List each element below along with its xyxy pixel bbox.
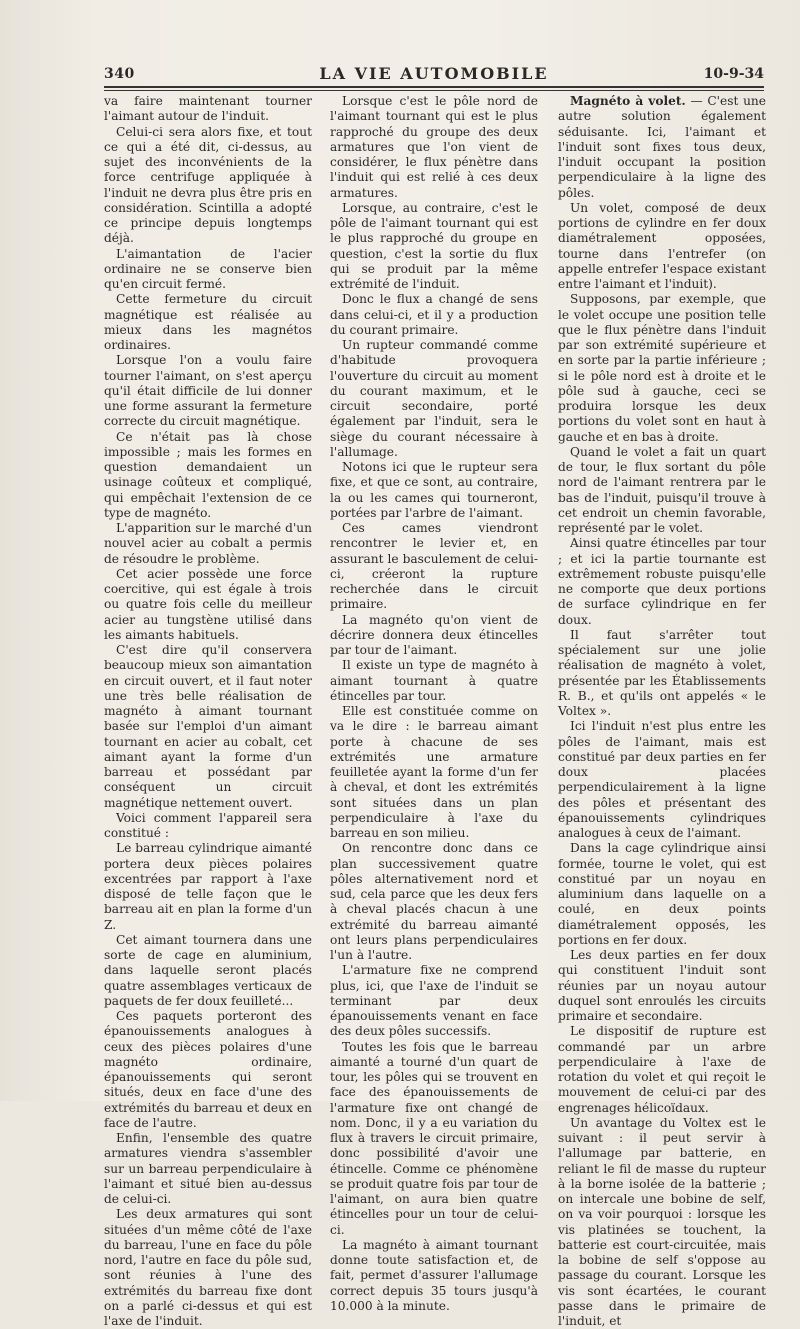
paragraph: Notons ici que le rupteur sera fixe, et que ce sont, au contraire, la ou les cames qui tourneront, portées par l'arbre de l'aimant. [330,460,538,520]
paragraph: Dans la cage cylindrique ainsi formée, tourne le volet, qui est constitué par un noyau en aluminium dans laquelle on a coulé, en deux points diamétralement opposés, les portions en fer doux. [558,841,766,947]
paragraph: Lorsque l'on a voulu faire tourner l'aimant, on s'est aperçu qu'il était difficile de lui donner une forme assurant la fermeture correcte du circuit magnétique. [104,353,312,429]
paragraph: Enfin, l'ensemble des quatre armatures viendra s'assembler sur un barreau perpendiculaire à l'aimant et situé bien au-dessus de celui-ci. [104,1131,312,1206]
paragraph: Toutes les fois que le barreau aimanté a tourné d'un quart de tour, les pôles qui se trouvent en face des épanouissements de l'armature fixe ont changé de nom. Donc, il y a eu variation du flux à travers le circuit primaire, donc possibilité d'avoir une étincelle. Comme ce phénomène se produit quatre fois par tour de l'aimant, on aura bien quatre étincelles pour un tour de celui-ci. [330,1039,538,1237]
paragraph: La magnéto qu'on vient de décrire donnera deux étincelles par tour de l'aimant. [330,612,538,657]
paragraph: Un volet, composé de deux portions de cylindre en fer doux diamétralement opposées, tourne dans l'entrefer (on appelle entrefer l'espace existant entre l'aimant et l'induit). [558,200,766,291]
text-column-3 [558,94,766,1329]
paragraph: Ici l'induit n'est plus entre les pôles de l'aimant, mais est constitué par deux parties en fer doux placées perpendiculairement à la ligne des pôles et présentant des épanouissements cylindriques analogues à ceux de l'aimant. [558,719,766,840]
paragraph: Supposons, par exemple, que le volet occupe une position telle que le flux pénètre dans l'induit par son extrémité supérieure et en sorte par la partie inférieure ; si le pôle nord est à droite et le pôle sud à gauche, ceci se produira lorsque les deux portions du volet sont en haut à gauche et en bas à droite. [558,292,766,444]
text-column-2 [330,94,538,1314]
paragraph: Ainsi quatre étincelles par tour ; et ici la partie tournante est extrêmement robuste puisqu'elle ne comporte que deux portions de surface cylindrique en fer doux. [558,536,766,627]
paragraph: Un avantage du Voltex est le suivant : il peut servir à l'allumage par batterie, en reliant le fil de masse du rupteur à la borne isolée de la batterie ; on intercale une bobine de self, on va voir pourquoi : lorsque les vis platinées se touchent, la batterie est court-circuitée, mais la bobine de self s'oppose au passage du courant. Lorsque les vis sont écartées, le courant passe dans le primaire de l'induit, et [558,1115,766,1328]
paragraph: Celui-ci sera alors fixe, et tout ce qui a été dit, ci-dessus, au sujet des inconvénients de la force centrifuge appliquée à l'induit ne devra plus être pris en considération. Scintilla a adopté ce principe depuis longtemps déjà. [104,124,312,246]
paragraph: Ces paquets porteront des épanouissements analogues à ceux des pièces polaires d'une magnéto ordinaire, épanouissements qui seront situés, deux en face d'une des extrémités du barreau et deux en face de l'autre. [104,1009,312,1130]
paragraph: Cet aimant tournera dans une sorte de cage en aluminium, dans laquelle seront placés quatre assemblages verticaux de paquets de fer doux feuilleté... [104,932,312,1008]
paragraph: Il faut s'arrêter tout spécialement sur une jolie réalisation de magnéto à volet, présentée par les Établissements R. B., et qu'ils ont appelés « le Voltex ». [558,627,766,718]
paragraph: Le dispositif de rupture est commandé par un arbre perpendiculaire à l'axe de rotation du volet et qui reçoit le mouvement de celui-ci par des engrenages hélicoïdaux. [558,1024,766,1115]
section-heading: Magnéto à volet. [570,94,686,108]
paragraph: L'apparition sur le marché d'un nouvel acier au cobalt a permis de résoudre le problème. [104,521,312,566]
paragraph: Le barreau cylindrique aimanté portera deux pièces polaires excentrées par rapport à l'axe disposé de telle façon que le barreau ait en plan la forme d'un Z. [104,841,312,932]
journal-title: LA VIE AUTOMOBILE [319,64,549,83]
text-column-1 [104,94,312,1329]
paragraph: Quand le volet a fait un quart de tour, le flux sortant du pôle nord de l'aimant rentrera par le bas de l'induit, puisqu'il trouve à cet endroit un chemin favorable, représenté par le volet. [558,444,766,535]
paragraph: Ces cames viendront rencontrer le levier et, en assurant le basculement de celui-ci, créeront la rupture recherchée dans le circuit primaire. [330,521,538,612]
paragraph-text: — C'est une autre solution également séduisante. Ici, l'aimant et l'induit sont fixes tous deux, l'induit occupant la position perpendiculaire à la ligne des pôles. [558,94,766,200]
paragraph: Voici comment l'appareil sera constitué : [104,810,312,840]
paragraph: Elle est constituée comme on va le dire : le barreau aimant porte à chacune de ses extrémités une armature feuilletée ayant la forme d'un fer à cheval, et dont les extrémités sont situées dans un plan perpendiculaire à l'axe du barreau en son milieu. [330,704,538,840]
paragraph: Ce n'était pas là chose impossible ; mais les formes en question demandaient un usinage coûteux et compliqué, qui empêchait l'extension de ce type de magnéto. [104,429,312,520]
paragraph: Il existe un type de magnéto à aimant tournant à quatre étincelles par tour. [330,658,538,703]
page-header [104,62,764,84]
paragraph: On rencontre donc dans ce plan successivement quatre pôles alternativement nord et sud, cela parce que les deux fers à cheval placés chacun à une extrémité du barreau aimanté ont leurs plans perpendiculaires l'un à l'autre. [330,841,538,962]
paragraph: va faire maintenant tourner l'aimant autour de l'induit. [104,94,312,124]
paragraph: L'aimantation de l'acier ordinaire ne se conserve bien qu'en circuit fermé. [104,246,312,291]
paragraph: Cette fermeture du circuit magnétique est réalisée au mieux dans les magnétos ordinaires. [104,292,312,352]
paragraph: Lorsque, au contraire, c'est le pôle de l'aimant tournant qui est le plus rapproché du groupe en question, c'est la sortie du flux qui se produit par la même extrémité de l'induit. [330,200,538,291]
paragraph [558,94,766,201]
page-number: 340 [104,66,135,82]
issue-date: 10-9-34 [703,66,764,82]
paragraph: L'armature fixe ne comprend plus, ici, que l'axe de l'induit se terminant par deux épanouissements venant en face des deux pôles successifs. [330,963,538,1039]
paragraph: Donc le flux a changé de sens dans celui-ci, et il y a production du courant primaire. [330,292,538,337]
paragraph: Les deux parties en fer doux qui constituent l'induit sont réunies par un noyau autour duquel sont enroulés les circuits primaire et secondaire. [558,948,766,1023]
paragraph: Les deux armatures qui sont situées d'un même côté de l'axe du barreau, l'une en face du pôle nord, l'autre en face du pôle sud, sont réunies à l'une des extrémités du barreau fixe dont on a parlé ci-dessus et qui est l'axe de l'induit. [104,1207,312,1328]
paragraph: C'est dire qu'il conservera beaucoup mieux son aimantation en circuit ouvert, et il faut noter une très belle réalisation de magnéto à aimant tournant basée sur l'emploi d'un aimant tournant en acier au cobalt, cet aimant ayant la forme d'un barreau et possédant par conséquent un circuit magnétique nettement ouvert. [104,643,312,810]
header-rule [104,86,764,88]
paragraph: Cet acier possède une force coercitive, qui est égale à trois ou quatre fois celle du meilleur acier au tungstène utilisé dans les aimants habituels. [104,566,312,642]
paragraph: La magnéto à aimant tournant donne toute satisfaction et, de fait, permet d'assurer l'allumage correct depuis 35 tours jusqu'à 10.000 à la minute. [330,1237,538,1313]
paragraph: Un rupteur commandé comme d'habitude provoquera l'ouverture du circuit au moment du courant maximum, et le circuit secondaire, porté également par l'induit, sera le siège du courant nécessaire à l'allumage. [330,338,538,459]
header-rule-thin [104,90,764,91]
paragraph: Lorsque c'est le pôle nord de l'aimant tournant qui est le plus rapproché du groupe des deux armatures que l'on vient de considérer, le flux pénètre dans l'induit qui est relié à ces deux armatures. [330,94,538,200]
